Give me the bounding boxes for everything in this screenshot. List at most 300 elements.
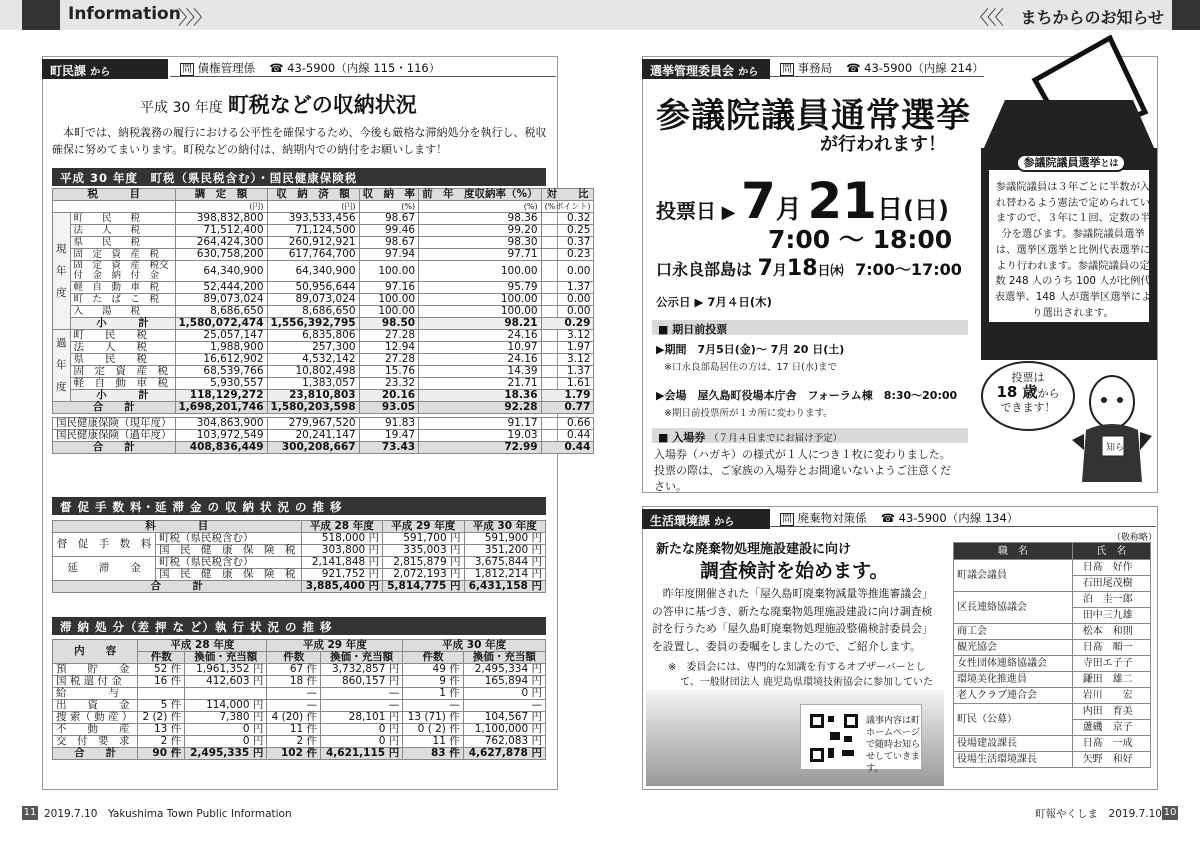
intro-text: 本町では、納税義務の履行における公平性を確保するため、今後も厳格な滞納処分を執行し、税収確保に努めてまいります。町税などの納付は、納期内での納付をお願いします！ xyxy=(52,126,547,156)
table-cell: 73.43 xyxy=(359,442,419,454)
table-cell: 法 人 税 xyxy=(70,342,175,354)
page-title: 平成 30 年度 町税などの収納状況 xyxy=(140,93,417,117)
table-cell: 98.21 xyxy=(419,318,542,330)
table-cell: 71,512,400 xyxy=(175,225,267,237)
env-title-1: 新たな廃棄物処理施設建設に向け xyxy=(656,542,852,557)
table-cell: 合 計 xyxy=(53,442,176,454)
table-row xyxy=(53,676,546,688)
table-cell: 換価・充当額 xyxy=(321,652,403,664)
table1-heading: 平成 30 年度 町税（県民税含む）・国民健康保険税 xyxy=(52,168,546,186)
table-cell: 6,835,806 xyxy=(267,330,359,342)
early-place: ▶会場 屋久島町役場本庁舎 フォーラム棟 8:30～20:00 xyxy=(656,389,958,402)
table-cell: 4,627,878 円 xyxy=(463,748,545,760)
vote-date: 投票日 ▶ 7月 21日(日) xyxy=(656,172,949,230)
table-cell: 7,380 円 xyxy=(185,712,267,724)
committee-members-table xyxy=(953,542,1151,768)
ticket-heading: ■ 入場券 （７月４日までにお届け予定） xyxy=(652,428,968,443)
table-row xyxy=(954,672,1151,688)
disposition-table xyxy=(52,639,546,760)
table-cell: 合 計 xyxy=(53,581,302,593)
table-cell: 0 円 xyxy=(321,724,403,736)
table-cell: 2 (2) 件 xyxy=(138,712,185,724)
table-cell: 5,814,775 円 xyxy=(383,581,464,593)
table-cell: 国民健康保険（過年度） xyxy=(53,430,176,442)
election-subtitle: が行われます！ xyxy=(820,134,946,155)
table-cell: 国 民 健 康 保 険 税 xyxy=(155,545,301,557)
table-cell: 日髙 順一 xyxy=(1072,640,1150,656)
contact-line: 問 債権管理係 ☎ 43-5900（内線 115・116） xyxy=(182,61,441,75)
table-cell: 64,340,900 xyxy=(267,261,359,282)
table-row xyxy=(954,560,1151,576)
table-cell: 町 た ば こ 税 xyxy=(70,294,175,306)
early-period: ▶期間 7月5日(金)～ 7月 20 日(土) xyxy=(656,343,845,356)
env-text: 昨年度開催された「屋久島町廃棄物減量等推進審議会」の答申に基づき、新たな廃棄物処理施設建設に向け調査検討を行うため「屋久島町廃棄物処理施設整備検討委員会」を設置し、委員の委嘱をしましたので、ご紹介します。 xyxy=(652,587,933,653)
table3-heading: 滞 納 処 分（差 押 な ど）執 行 状 況 の 推 移 xyxy=(52,617,546,635)
table-row xyxy=(53,342,594,354)
table-cell: 89,073,024 xyxy=(267,294,359,306)
header-left-title: Information xyxy=(68,4,181,24)
table2-heading: 督 促 手 数 料・延 滞 金 の 収 納 状 況 の 推 移 xyxy=(52,497,546,515)
table-cell: 1,383,057 xyxy=(267,378,359,390)
table-cell: 4,621,115 円 xyxy=(321,748,403,760)
table-cell: 松本 和則 xyxy=(1072,624,1150,640)
table-cell: 0.37 xyxy=(541,237,594,249)
table-row xyxy=(53,688,546,700)
explainer-text: 参議院議員は３年ごとに半数が入れ替わるよう憲法で定められていますので、３年に１回、定数の半分を選びます。参議院議員選挙は、選挙区選挙と比例代表選挙により行われます。参議院議員の定数 248 人のうち 100 人が比例代表選挙、148 人が選挙区選挙により選出されます。 xyxy=(994,181,1152,319)
table-cell: 98.30 xyxy=(419,237,542,249)
table-cell: 104,567 円 xyxy=(463,712,545,724)
table-cell: 68,539,766 xyxy=(175,366,267,378)
table-cell: 860,157 円 xyxy=(321,676,403,688)
table-cell: — xyxy=(321,688,403,700)
table-cell: 観光協会 xyxy=(954,640,1073,656)
table-cell: 0 ( 2) 件 xyxy=(403,724,464,736)
table-cell: 9 件 xyxy=(403,676,464,688)
table-cell: 商工会 xyxy=(954,624,1073,640)
table-cell: 260,912,921 xyxy=(267,237,359,249)
table-cell: 2,815,879 円 xyxy=(383,557,464,569)
table-row xyxy=(53,306,594,318)
table-cell: 52,444,200 xyxy=(175,282,267,294)
table-row xyxy=(53,712,546,724)
table-cell: 3,885,400 円 xyxy=(301,581,382,593)
table-cell: 環境美化推進員 xyxy=(954,672,1073,688)
table-cell: 0 円 xyxy=(185,736,267,748)
phone-icon: ☎ xyxy=(269,61,284,75)
table-cell: 408,836,449 xyxy=(175,442,267,454)
bubble-text: 投票は 18 歳から できます！ xyxy=(996,371,1060,414)
table-cell: 収 納 済 額 xyxy=(267,189,359,201)
table-cell: 3.12 xyxy=(541,354,594,366)
table-cell: 21.71 xyxy=(419,378,542,390)
table-unit-row xyxy=(53,201,594,213)
table-cell: 矢野 和好 xyxy=(1072,752,1150,768)
chevron-left-icon: 〈〈〈 xyxy=(970,7,1003,29)
table-cell: 412,603 円 xyxy=(185,676,267,688)
table-cell: 0.29 xyxy=(541,318,594,330)
table-cell: 19.03 xyxy=(419,430,542,442)
table-cell: 98.50 xyxy=(359,318,419,330)
table-row xyxy=(954,624,1151,640)
table-cell: 0.00 xyxy=(541,294,594,306)
table-cell: 165,894 円 xyxy=(463,676,545,688)
table-cell: — xyxy=(267,700,321,712)
table-cell: 91.17 xyxy=(419,418,542,430)
table-cell: 老人クラブ連合会 xyxy=(954,688,1073,704)
table-cell: 鎌田 雄二 xyxy=(1072,672,1150,688)
env-dept-tab: 生活環境課 から xyxy=(642,509,770,529)
table-cell: 国 税 還 付 金 xyxy=(53,676,138,688)
table-cell: 小 計 xyxy=(70,390,175,402)
table-cell: 92.28 xyxy=(419,402,542,414)
table-cell: 預 貯 金 xyxy=(53,664,138,676)
table-cell: 収 納 率 xyxy=(359,189,419,201)
table-cell: 不 動 産 xyxy=(53,724,138,736)
table-row xyxy=(53,261,594,282)
table-cell: 法 人 税 xyxy=(70,225,175,237)
table-cell: 13 件 xyxy=(138,724,185,736)
table-cell: 49 件 xyxy=(403,664,464,676)
table-row xyxy=(53,225,594,237)
table-cell: 50,956,644 xyxy=(267,282,359,294)
table-row xyxy=(954,736,1151,752)
table-cell: 平成 29 年度 xyxy=(383,521,464,533)
table-cell: 督 促 手 数 料 xyxy=(53,533,156,557)
table-cell: 平成 29 年度 xyxy=(267,640,403,652)
table-cell: 23.32 xyxy=(359,378,419,390)
table-cell: 5,930,557 xyxy=(175,378,267,390)
ballot-box-top xyxy=(983,100,1155,150)
table-row xyxy=(53,378,594,390)
table-cell: 延 滞 金 xyxy=(53,557,156,581)
table-cell: 内 容 xyxy=(53,640,138,664)
table-cell: 0 円 xyxy=(463,688,545,700)
table-cell: (円) xyxy=(267,201,359,213)
table-cell: 351,200 円 xyxy=(464,545,546,557)
table-cell: 11 件 xyxy=(267,724,321,736)
table-cell: 平成 28 年度 xyxy=(301,521,382,533)
table-row xyxy=(954,640,1151,656)
table-cell: 換価・充当額 xyxy=(463,652,545,664)
table-cell: 91.83 xyxy=(359,418,419,430)
table-cell: 0.77 xyxy=(541,402,594,414)
table-cell: 0.00 xyxy=(541,306,594,318)
table-cell: 24.16 xyxy=(419,330,542,342)
total-row xyxy=(53,442,594,454)
table-cell: 14.39 xyxy=(419,366,542,378)
table-cell: (%) xyxy=(419,201,542,213)
total-row xyxy=(53,748,546,760)
table-cell: 2,072,193 円 xyxy=(383,569,464,581)
table-cell: 100.00 xyxy=(419,294,542,306)
table-row xyxy=(53,664,546,676)
table-row xyxy=(954,752,1151,768)
table-cell: 630,758,200 xyxy=(175,249,267,261)
table-cell: 2 件 xyxy=(267,736,321,748)
table-cell: 1.97 xyxy=(541,342,594,354)
table-cell: 0.23 xyxy=(541,249,594,261)
table-cell: 921,752 円 xyxy=(301,569,382,581)
table-cell: 95.79 xyxy=(419,282,542,294)
table-cell: 蘆磯 京子 xyxy=(1072,720,1150,736)
honorific-note: （敬称略） xyxy=(1112,533,1158,543)
tax-collection-table xyxy=(52,188,594,454)
subtotal-row xyxy=(53,390,594,402)
table-cell: 591,700 円 xyxy=(383,533,464,545)
table-cell: 71,124,500 xyxy=(267,225,359,237)
table-cell: 2,495,334 円 xyxy=(463,664,545,676)
kuchinoerabu-date: 口永良部島は 7月18日㈭ 7:00～17:00 xyxy=(656,256,962,281)
table-cell: 国 民 健 康 保 険 税 xyxy=(155,569,301,581)
table-cell: 町議会議員 xyxy=(954,560,1073,592)
table-cell: 6,431,158 円 xyxy=(464,581,546,593)
table-cell: 97.94 xyxy=(359,249,419,261)
table-cell: 1.79 xyxy=(541,390,594,402)
table-cell: 町 民 税 xyxy=(70,213,175,225)
table-cell: (円) xyxy=(175,201,267,213)
table-row xyxy=(954,704,1151,720)
table-cell: 64,340,900 xyxy=(175,261,267,282)
table-cell: 1,812,214 円 xyxy=(464,569,546,581)
table-cell: 89,073,024 xyxy=(175,294,267,306)
table-cell: 町民（公募） xyxy=(954,704,1073,736)
table-cell: 25,057,147 xyxy=(175,330,267,342)
total-row xyxy=(53,402,594,414)
table-cell: 20,241,147 xyxy=(267,430,359,442)
table-cell: 0.25 xyxy=(541,225,594,237)
table-row xyxy=(53,354,594,366)
table-cell: 固 定 資 産 税 xyxy=(70,249,175,261)
table-cell: 100.00 xyxy=(359,261,419,282)
table-cell xyxy=(138,688,185,700)
table-cell: 10,802,498 xyxy=(267,366,359,378)
table-header-row xyxy=(53,189,594,201)
table-cell: 100.00 xyxy=(359,294,419,306)
left-page-number: 11 xyxy=(23,807,37,818)
table-cell: 田中三九雄 xyxy=(1072,608,1150,624)
table-cell: — xyxy=(321,700,403,712)
table-cell: 335,003 円 xyxy=(383,545,464,557)
table-cell: 交 付 要 求 xyxy=(53,736,138,748)
table-cell: 100.00 xyxy=(359,306,419,318)
table-cell: 日髙 好作 xyxy=(1072,560,1150,576)
table-cell: 264,424,300 xyxy=(175,237,267,249)
header-left-block xyxy=(22,0,60,30)
table-cell: 対 比 xyxy=(541,189,594,201)
table-row xyxy=(53,237,594,249)
table-cell: 内田 育美 xyxy=(1072,704,1150,720)
table-cell: 合 計 xyxy=(53,402,176,414)
table-cell: 93.05 xyxy=(359,402,419,414)
table-cell: 1.37 xyxy=(541,282,594,294)
dept-tab: 町民課 から xyxy=(42,59,168,79)
table-cell: 72.99 xyxy=(419,442,542,454)
table-cell: 97.16 xyxy=(359,282,419,294)
ticket-text: 入場券（ハガキ）の様式が１人につき１枚に変わりました。投票の際は、ご家族の入場券とお間違いないようご注意ください。 xyxy=(654,448,951,493)
table-header-row xyxy=(53,521,546,533)
table-row xyxy=(954,656,1151,672)
table-cell: 114,000 円 xyxy=(185,700,267,712)
table-cell: 103,972,549 xyxy=(175,430,267,442)
table-cell: 固 定 資 産 税交 付 金 納 付 金 xyxy=(70,261,175,282)
fee-table xyxy=(52,520,546,593)
table-cell: 平成 30 年度 xyxy=(464,521,546,533)
header-right-block xyxy=(1172,0,1200,30)
table-cell: 1,988,900 xyxy=(175,342,267,354)
table-cell: 398,832,800 xyxy=(175,213,267,225)
table-cell: 1,961,352 円 xyxy=(185,664,267,676)
table-cell: 591,900 円 xyxy=(464,533,546,545)
table-cell: — xyxy=(267,688,321,700)
table-cell: 泊 圭一郎 xyxy=(1072,592,1150,608)
table-cell: 52 件 xyxy=(138,664,185,676)
table-cell: 小 計 xyxy=(70,318,175,330)
table-cell: 役場建設課長 xyxy=(954,736,1073,752)
table-cell: 28,101 円 xyxy=(321,712,403,724)
table-cell: 固 定 資 産 税 xyxy=(70,366,175,378)
table-cell: 2,141,848 円 xyxy=(301,557,382,569)
table-cell: 前 年 度収納率（%） xyxy=(419,189,542,201)
table-cell: 118,129,272 xyxy=(175,390,267,402)
table-row xyxy=(53,282,594,294)
table-cell: 99.46 xyxy=(359,225,419,237)
table-cell: 氏 名 xyxy=(1072,543,1150,560)
table-cell: 1,580,072,474 xyxy=(175,318,267,330)
table-cell: 2 件 xyxy=(138,736,185,748)
table-cell: 町税（県民税含む） xyxy=(155,533,301,545)
env-contact: 問 廃棄物対策係 ☎ 43-5900（内線 134） xyxy=(782,511,1019,525)
table-row xyxy=(954,592,1151,608)
table-cell: 3,675,844 円 xyxy=(464,557,546,569)
table-cell: 件数 xyxy=(403,652,464,664)
table-cell: 1 件 xyxy=(403,688,464,700)
table-cell: 8,686,650 xyxy=(267,306,359,318)
subtotal-row xyxy=(53,318,594,330)
table-cell: 女性団体連絡協議会 xyxy=(954,656,1073,672)
table-cell: 石田尾茂樹 xyxy=(1072,576,1150,592)
table-cell: 国民健康保険（現年度） xyxy=(53,418,176,430)
table-cell: 県 民 税 xyxy=(70,237,175,249)
table-cell: 3,732,857 円 xyxy=(321,664,403,676)
table-cell: 762,083 円 xyxy=(463,736,545,748)
env-title-2: 調査検討を始めます。 xyxy=(700,560,889,582)
announcement-date: 公示日 ▶ 7月４日(木) xyxy=(656,295,772,309)
table-cell: 0 円 xyxy=(185,724,267,736)
table-header-row xyxy=(53,640,546,652)
table-cell: 16 件 xyxy=(138,676,185,688)
table-cell: 3.12 xyxy=(541,330,594,342)
table-cell: 27.28 xyxy=(359,354,419,366)
table-cell: 0 円 xyxy=(321,736,403,748)
table-cell: 518,000 円 xyxy=(301,533,382,545)
table-cell: 科 目 xyxy=(53,521,302,533)
table-cell: 0.00 xyxy=(541,261,594,282)
table-cell: 件数 xyxy=(267,652,321,664)
current-year-label: 現 年 度 xyxy=(53,213,71,330)
table-cell: 67 件 xyxy=(267,664,321,676)
table-row xyxy=(53,430,594,442)
table-cell: (%) xyxy=(359,201,419,213)
table-cell: 8,686,650 xyxy=(175,306,267,318)
right-footer-text: 町報やくしま 2019.7.10 xyxy=(1035,808,1162,820)
table-cell: 304,863,900 xyxy=(175,418,267,430)
table-cell: 出 資 金 xyxy=(53,700,138,712)
table-cell: 24.16 xyxy=(419,354,542,366)
table-cell: 1.61 xyxy=(541,378,594,390)
table-cell: 平成 28 年度 xyxy=(138,640,267,652)
table-cell: 12.94 xyxy=(359,342,419,354)
table-row xyxy=(53,557,546,569)
table-cell: 98.67 xyxy=(359,213,419,225)
table-cell: — xyxy=(403,700,464,712)
table-cell: 102 件 xyxy=(267,748,321,760)
total-row xyxy=(53,581,546,593)
table-cell: 15.76 xyxy=(359,366,419,378)
table-cell: 100.00 xyxy=(419,261,542,282)
table-cell: 0.44 xyxy=(541,430,594,442)
table-cell: 寺田エ子子 xyxy=(1072,656,1150,672)
table-cell: 軽 自 動 車 税 xyxy=(70,282,175,294)
early-note-2: ※期日前投票所が１カ所に変わります。 xyxy=(664,408,833,419)
table-cell: 18.36 xyxy=(419,390,542,402)
table-cell: 18 件 xyxy=(267,676,321,688)
table-cell: 13 (71) 件 xyxy=(403,712,464,724)
table-cell: 職 名 xyxy=(954,543,1073,560)
table-cell: 11 件 xyxy=(403,736,464,748)
table-cell: 90 件 xyxy=(138,748,185,760)
table-cell: 10.97 xyxy=(419,342,542,354)
table-cell: 調 定 額 xyxy=(175,189,267,201)
table-cell: 0.32 xyxy=(541,213,594,225)
table-row xyxy=(53,294,594,306)
mascot-label: 知ら xyxy=(1106,443,1125,453)
table-cell: 279,967,520 xyxy=(267,418,359,430)
table-row xyxy=(53,533,546,545)
table-row xyxy=(53,330,594,342)
table-cell: 98.67 xyxy=(359,237,419,249)
left-footer-text: 2019.7.10 Yakushima Town Public Information xyxy=(44,808,292,820)
table-cell: 捜 索（ 動 産 ） xyxy=(53,712,138,724)
table-cell: 2,495,335 円 xyxy=(185,748,267,760)
past-year-label: 過 年 度 xyxy=(53,330,71,402)
right-page-number: 10 xyxy=(1163,807,1177,818)
table-cell: (%ポイント) xyxy=(541,201,594,213)
table-row xyxy=(954,688,1151,704)
table-row xyxy=(53,724,546,736)
table-cell: 393,533,456 xyxy=(267,213,359,225)
vote-time: 7:00 ～ 18:00 xyxy=(768,225,953,254)
qr-text: 議事内容は町ホームページで随時お知らせしていきます。 xyxy=(866,716,921,774)
table-cell: 4 (20) 件 xyxy=(267,712,321,724)
table-cell: 県 民 税 xyxy=(70,354,175,366)
table-cell: 税 目 xyxy=(53,189,176,201)
table-cell: 19.47 xyxy=(359,430,419,442)
table-cell: 1,698,201,746 xyxy=(175,402,267,414)
table-row xyxy=(53,213,594,225)
table-cell: 97.71 xyxy=(419,249,542,261)
table-cell: 1,556,392,795 xyxy=(267,318,359,330)
table-cell: 入 湯 税 xyxy=(70,306,175,318)
table-cell: 5 件 xyxy=(138,700,185,712)
table-row xyxy=(53,366,594,378)
qr-code-icon[interactable] xyxy=(808,712,860,764)
table-cell xyxy=(185,688,267,700)
header-right-title: まちからのお知らせ xyxy=(1020,8,1164,27)
table-row xyxy=(53,700,546,712)
table-cell: 0.44 xyxy=(541,442,594,454)
env-note: ※ 委員会には、専門的な知識を有するオブザーバーとして、一般財団法人 鹿児島県環境技術協会に参加していた xyxy=(668,662,933,688)
table-cell: 27.28 xyxy=(359,330,419,342)
